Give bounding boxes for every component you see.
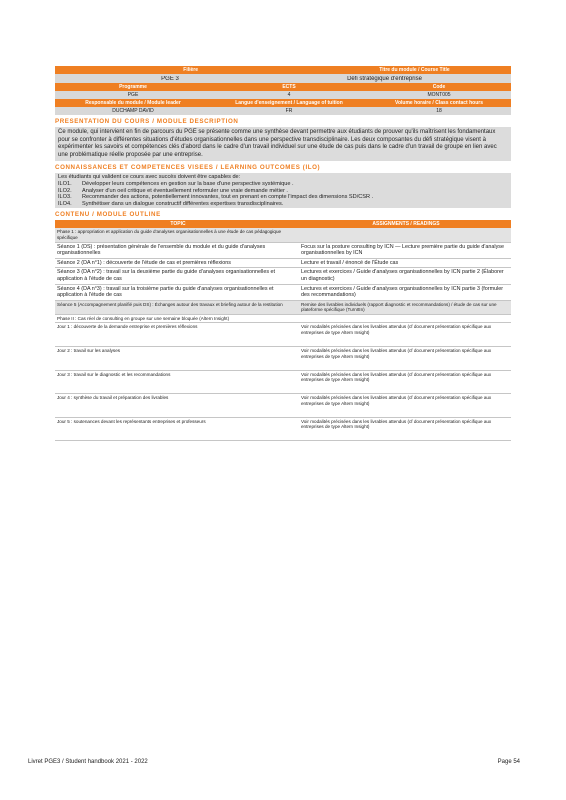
language-value: FR (285, 108, 293, 114)
outline-row (55, 370, 511, 394)
outcome-code: ILO4. (58, 200, 72, 207)
outline-row (55, 228, 511, 242)
header-row-3 (55, 99, 511, 107)
outcome-code: ILO1. (58, 180, 72, 187)
programme-label: Programme (119, 84, 147, 90)
course-title-value: Défi stratégique d'entreprise (347, 75, 422, 82)
content-header-row (55, 220, 511, 228)
code-value: MONT005 (427, 92, 451, 98)
outline-topic: Séance 2 (DA n°1) : découverte de l'étude de cas et premières réflexions (55, 258, 299, 268)
outline-row (55, 300, 511, 314)
outline-topic: Jour 5 : soutenances devant les représentants entreprises et professeurs (55, 417, 299, 441)
outline-row (55, 323, 511, 347)
contact-hours-label: Volume horaire / Class contact hours (395, 100, 483, 106)
outline-row (55, 417, 511, 441)
module-leader-label: Responsable du module / Module leader (85, 100, 181, 106)
outcome-text: Synthétiser dans un dialogue constructif différentes expertises transdisciplinaires. (82, 200, 284, 207)
programme-value: PGE (127, 92, 139, 98)
contact-hours-value: 18 (436, 108, 442, 114)
module-leader-value: DUCHAMP DAVID (112, 108, 154, 114)
outline-assignment: Lectures et exercices / Guide d'analyses organisationnelles by ICN partie 2 (Élaborer un diagnostic) (299, 268, 511, 284)
outline-topic: Jour 1 : découverte de la demande entreprise et premières réflexions (55, 323, 299, 347)
ects-value: 4 (287, 92, 291, 98)
outcomes-block (55, 173, 511, 208)
outcome-item (58, 194, 508, 201)
outcome-item (58, 201, 508, 208)
outline-row (55, 284, 511, 300)
program-value: PGE 3 (161, 75, 179, 82)
outline-topic: Phase II : Cas réel de consulting en groupe sur une semaine bloquée (Altern Insight) (55, 314, 299, 323)
outcome-text: Analyser d'un oeil critique et éventuellement reformuler une vraie demande métier . (82, 187, 288, 194)
outline-topic: Jour 3 : travail sur le diagnostic et les recommandations (55, 370, 299, 394)
outcome-code: ILO2. (58, 187, 72, 194)
outline-row (55, 268, 511, 284)
outcomes-intro: Les étudiants qui valident ce cours avec succès doivent être capables de: (58, 174, 241, 181)
outcome-code: ILO3. (58, 194, 72, 201)
outline-assignment: Focus sur la posture consulting by ICN — Lecture première partie du guide d'analyse organisationnelles by ICN (299, 242, 511, 258)
ects-label: ECTS (282, 84, 296, 90)
outline-topic: Séance 1 (DS) : présentation générale de l'ensemble du module et du guide d'analyses organisationnelles (55, 242, 299, 258)
presentation-text: Ce module, qui intervient en fin de parcours du PGE se présente comme une synthèse devant permettre aux étudiants de prouver qu'ils maîtrisent les fondamentaux pour se confronter à différentes situations d'études organisationnelles dans une perspective transdisciplinaire. Les deux composantes du défi stratégique visent à expérimenter les savoirs et compétences clés d'abord dans le cadre d'un travail individuel sur une étude de cas puis dans le cadre d'un travail de groupe en lien avec une problématique réelle proposée par une entreprise. (55, 127, 511, 161)
header-row-1 (55, 66, 511, 74)
presentation-heading: PRESENTATION DU COURS / MODULE DESCRIPTION (55, 118, 239, 125)
outline-topic: Séance 5 (Accompagnement planifié puis DS) : Échanges autour des travaux et briefing autour de la restitution (55, 300, 299, 314)
outline-assignment: Voir modalités précisées dans les livrables attendus (cf document présentation spécifique aux entreprises de type Altern Insight) (299, 347, 511, 371)
outline-assignment: Voir modalités précisées dans les livrables attendus (cf document présentation spécifique aux entreprises de type Altern Insight) (299, 394, 511, 418)
outline-assignment: Voir modalités précisées dans les livrables attendus (cf document présentation spécifique aux entreprises de type Altern Insight) (299, 323, 511, 347)
outline-assignment: Lectures et exercices / Guide d'analyses organisationnelles by ICN partie 3 (formuler des recommandations) (299, 284, 511, 300)
outline-topic: Jour 4 : synthèse du travail et préparation des livrables (55, 394, 299, 418)
outline-row (55, 347, 511, 371)
outcome-item (58, 188, 508, 195)
language-label: Langue d'enseignement / Language of tuition (235, 100, 343, 106)
outline-assignment (299, 314, 511, 323)
outcomes-list (58, 181, 508, 207)
outcome-text: Recommander des actions, potentiellement innovantes, tout en prenant en compte l'impact des dimensions SD/CSR . (82, 194, 374, 201)
outline-assignment: Remise des livrables individuels (rapport diagnostic et recommandations) / étude de cas sur une plateforme spécifique (TurnItIn) (299, 300, 511, 314)
outline-row (55, 314, 511, 323)
course-sheet (55, 66, 511, 441)
outline-topic: Jour 2 : travail sur les analyses (55, 347, 299, 371)
footer-page-number: Page 54 (497, 759, 520, 765)
topic-label: TOPIC (170, 221, 186, 228)
outline-row (55, 394, 511, 418)
code-label: Code (432, 84, 446, 90)
outline-row (55, 258, 511, 268)
assignments-label: ASSIGNMENTS / READINGS (372, 221, 440, 228)
outline-assignment: Voir modalités précisées dans les livrables attendus (cf document présentation spécifique aux entreprises de type Altern Insight) (299, 370, 511, 394)
outcomes-heading: CONNAISSANCES ET COMPETENCES VISEES / LEARNING OUTCOMES (ILO) (55, 164, 321, 172)
header-values-3 (55, 107, 511, 115)
header-values-1 (55, 74, 511, 83)
footer-handbook: Livret PGE3 / Student handbook 2021 - 2022 (28, 759, 148, 765)
outline-assignment (299, 228, 511, 242)
outline-topic: Séance 3 (DA n°2) : travail sur la deuxième partie du guide d'analyses organisationnelles et application à l'étude de cas (55, 268, 299, 284)
outline-topic: Phase 1 : appropriation et application du guide d'analyses organisationnelles à une étude de cas pédagogique spécifique (55, 228, 299, 242)
outcome-text: Développer leurs compétences en gestion sur la base d'une perspective systémique . (82, 180, 294, 187)
outline-assignment: Voir modalités précisées dans les livrables attendus (cf document présentation spécifique aux entreprises de type Altern Insight) (299, 417, 511, 441)
content-heading: CONTENU / MODULE OUTLINE (55, 211, 161, 219)
outline-assignment: Lecture et travail / énoncé de l'Étude cas (299, 258, 511, 268)
title-label: Titre du module / Course Title (379, 67, 450, 73)
header-values-2 (55, 91, 511, 99)
outline-topic: Séance 4 (DA n°3) : travail sur la troisième partie du guide d'analyses organisationnelles et application à l'étude de cas (55, 284, 299, 300)
page-footer (28, 759, 520, 765)
outline-row (55, 242, 511, 258)
header-row-2 (55, 83, 511, 91)
module-outline-table (55, 228, 511, 441)
outcome-item (58, 181, 508, 188)
filiere-label: Filière (183, 67, 198, 73)
